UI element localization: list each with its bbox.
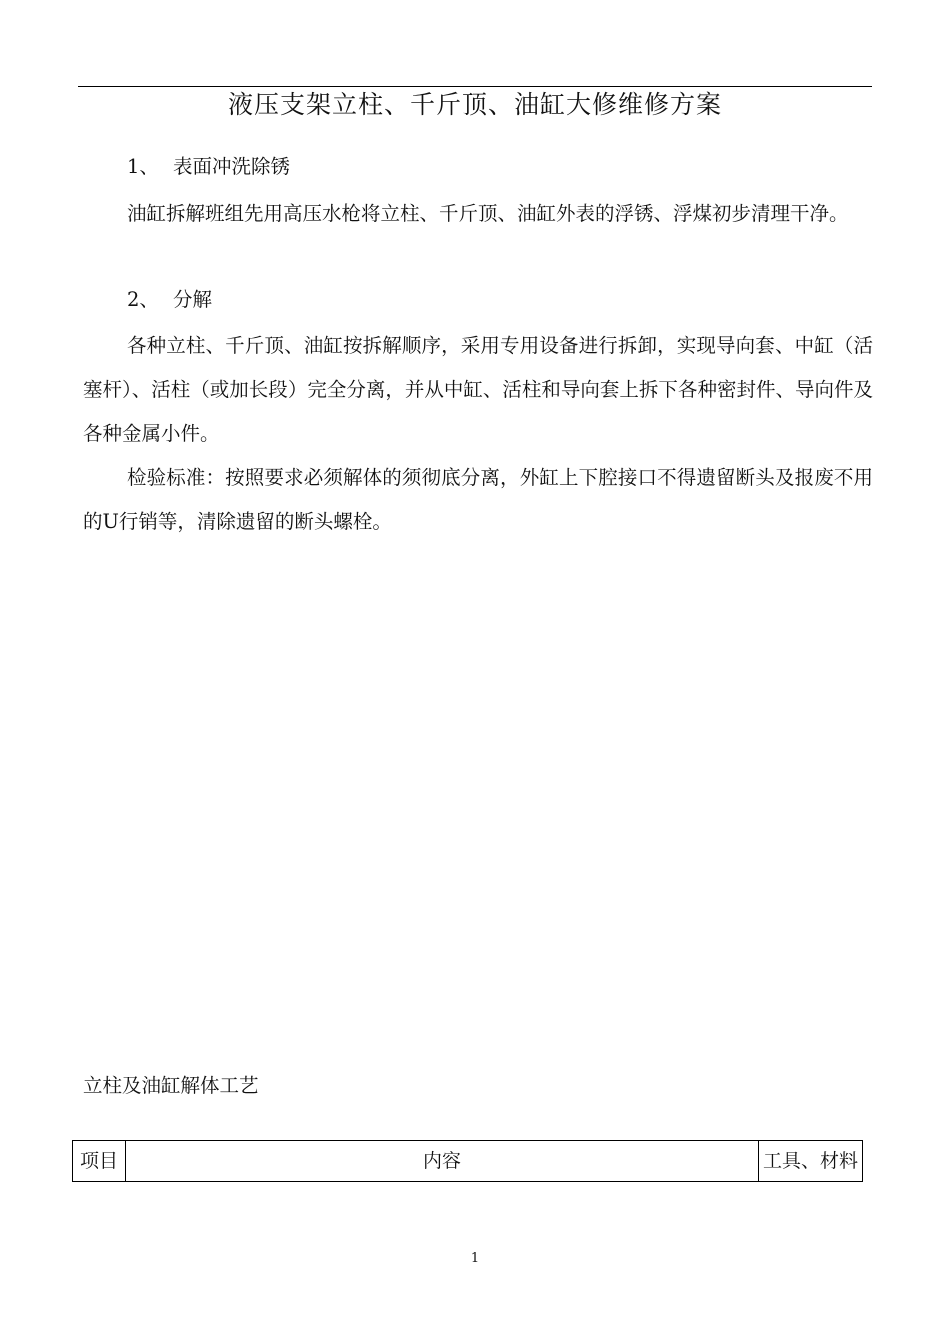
table-header-row — [73, 1141, 863, 1182]
section-2-heading — [127, 287, 212, 313]
section-1-paragraph-1: 油缸拆解班组先用高压水枪将立柱、千斤顶、油缸外表的浮锈、浮煤初步清理干净。 — [127, 202, 849, 225]
page-number: 1 — [470, 1251, 480, 1266]
section-1-heading — [127, 154, 290, 180]
process-table — [72, 1140, 863, 1182]
section-2-number: 2、 — [127, 288, 159, 311]
section-2-paragraph-2: 检验标准：按照要求必须解体的须彻底分离，外缸上下腔接口不得遗留断头及报废不用的U行销等，清除遗留的断头螺栓。 — [83, 466, 873, 533]
document-title: 液压支架立柱、千斤顶、油缸大修维修方案 — [227, 90, 722, 119]
section-1-title: 表面冲洗除锈 — [173, 155, 291, 178]
header-item: 项目 — [73, 1141, 126, 1182]
section-2-paragraph-1: 各种立柱、千斤顶、油缸按拆解顺序，采用专用设备进行拆卸，实现导向套、中缸（活塞杆）、活柱（或加长段）完全分离，并从中缸、活柱和导向套上拆下各种密封件、导向件及各种金属小件。 — [83, 334, 873, 445]
header-tools-materials: 工具、材料 — [759, 1141, 863, 1182]
process-subtitle: 立柱及油缸解体工艺 — [83, 1074, 259, 1097]
section-2-title: 分解 — [173, 288, 213, 311]
section-1-number: 1、 — [127, 155, 159, 178]
header-rule — [78, 86, 872, 87]
header-content: 内容 — [126, 1141, 759, 1182]
